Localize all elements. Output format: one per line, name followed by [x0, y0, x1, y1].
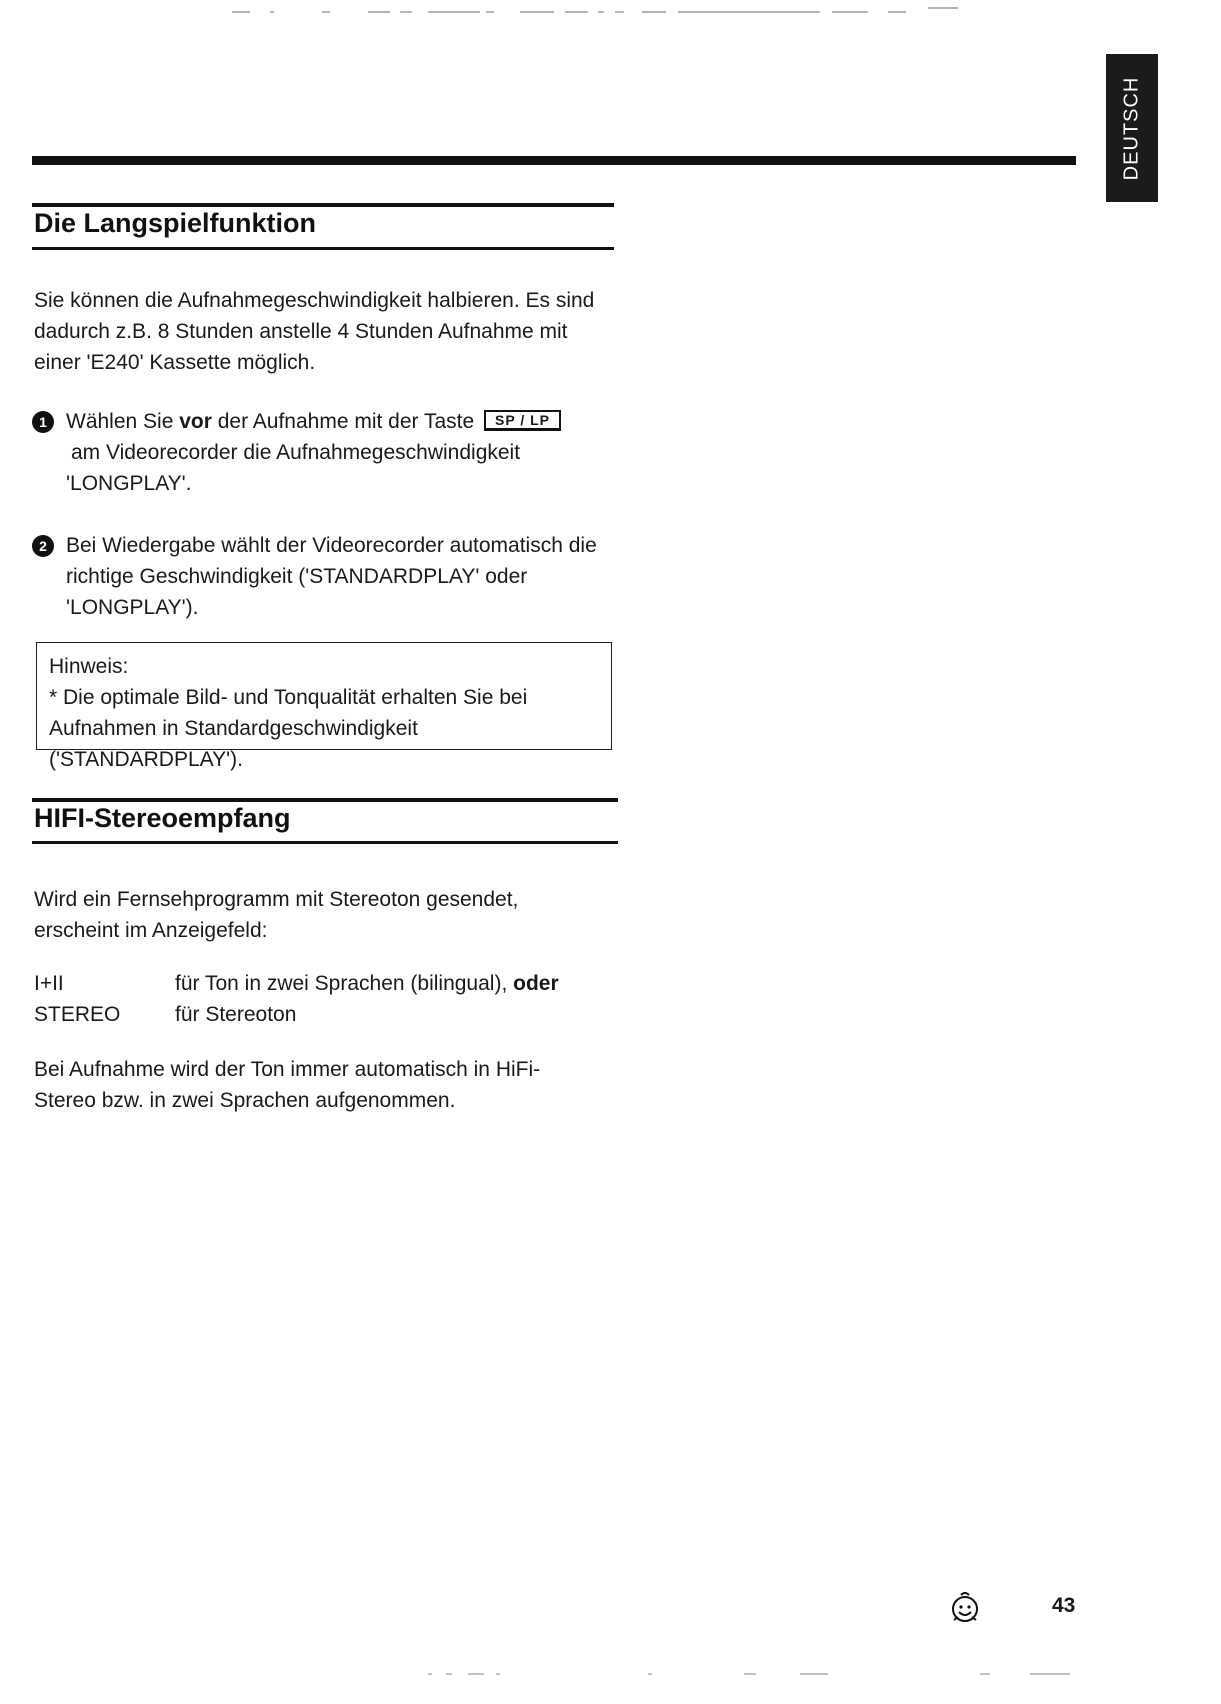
page-number: 43 — [1052, 1594, 1076, 1617]
section2-outro: Bei Aufnahme wird der Ton immer automatisch in HiFi-Stereo bzw. in zwei Sprachen aufgenommen. — [34, 1058, 541, 1112]
step-1-post: am Videorecorder die Aufnahmegeschwindigkeit 'LONGPLAY'. — [66, 441, 521, 495]
step-1 — [32, 406, 622, 499]
table-row — [34, 999, 634, 1030]
scan-artifact-top — [0, 0, 1221, 20]
indicator-key: I+II — [34, 972, 64, 995]
section1-rule-bottom — [32, 247, 614, 250]
step-1-text — [66, 406, 622, 499]
step-1-bold: vor — [179, 410, 212, 433]
note-text: * Die optimale Bild- und Tonqualität erhalten Sie bei Aufnahmen in Standardgeschwindigkeit ('STANDARDPLAY'). — [49, 686, 528, 771]
indicator-desc: für Ton in zwei Sprachen (bilingual), oder — [175, 972, 559, 995]
table-row — [34, 968, 634, 999]
step-1-number: 1 — [32, 411, 54, 433]
header-rule — [32, 156, 1076, 165]
indicator-desc: für Stereoton — [175, 1003, 297, 1026]
note-label: Hinweis: — [49, 655, 129, 678]
step-2 — [32, 530, 622, 623]
step-2-text: Bei Wiedergabe wählt der Videorecorder automatisch die richtige Geschwindigkeit ('STANDARDPLAY' oder 'LONGPLAY'). — [66, 534, 597, 619]
sp-lp-key: SP / LP — [484, 410, 561, 431]
language-tab-label: DEUTSCH — [1120, 76, 1143, 180]
indicator-key: STEREO — [34, 1003, 121, 1026]
scan-artifact-bottom — [0, 1670, 1221, 1690]
philips-smiley-icon — [948, 1590, 982, 1626]
display-indicator-table — [34, 968, 634, 1030]
language-tab — [1106, 54, 1158, 202]
section2-title: HIFI-Stereoempfang — [34, 803, 291, 833]
step-1-pre: Wählen Sie — [66, 410, 180, 433]
section1-intro: Sie können die Aufnahmegeschwindigkeit halbieren. Es sind dadurch z.B. 8 Stunden anstelle 4 Stunden Aufnahme mit einer 'E240' Kassette möglich. — [34, 289, 595, 374]
section2-rule-bottom — [32, 841, 618, 844]
section2-rule-top — [32, 798, 618, 802]
note-box — [36, 642, 612, 771]
step-2-number: 2 — [32, 535, 54, 557]
section1-rule-top — [32, 203, 614, 207]
section1-title: Die Langspielfunktion — [34, 208, 317, 238]
section2-intro: Wird ein Fernsehprogramm mit Stereoton gesendet, erscheint im Anzeigefeld: — [34, 888, 519, 942]
step-1-mid: der Aufnahme mit der Taste — [211, 410, 475, 433]
